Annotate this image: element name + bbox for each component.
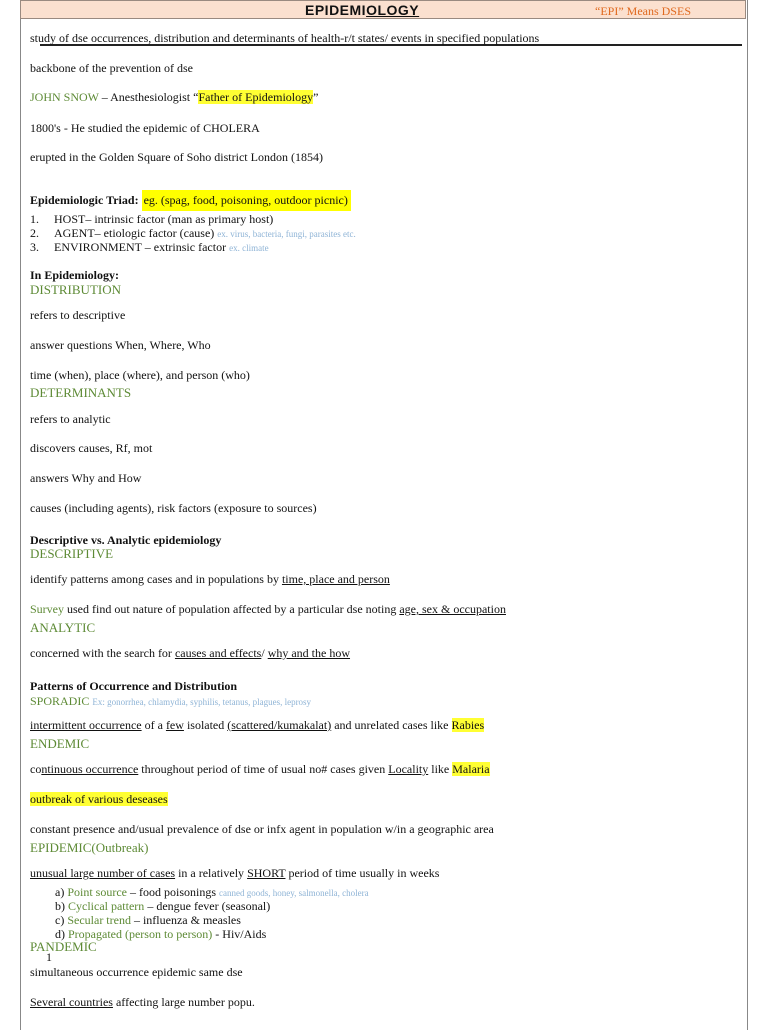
survey-line [30,602,506,616]
epidemic-line [30,866,439,880]
constant-line: constant presence and/usual prevalence of dse or infx agent in population w/in a geographic area [30,822,494,836]
triad-num: 1. [30,212,39,226]
item-term: Secular trend [67,913,131,927]
sporadic-t: of a [141,718,166,732]
triad-note: ex. virus, bacteria, fungi, parasites etc. [217,229,356,239]
identify-line [30,572,390,586]
epidemic-u: unusual large number of cases [30,866,176,880]
epidemic-u: SHORT [247,866,286,880]
endemic-line [30,762,490,776]
descriptive-label: DESCRIPTIVE [30,546,114,561]
sporadic-t: isolated [183,718,228,732]
item-text: – influenza & measles [130,913,241,927]
endemic-t: like [428,762,453,776]
outbreak-highlight: outbreak of various deseases [30,792,168,806]
backbone-line: backbone of the prevention of dse [30,61,193,75]
pandemic-label: PANDEMIC [30,939,97,954]
sporadic-note: Ex: gonorrhea, chlamydia, syphilis, tetanus, plagues, leprosy [92,697,312,707]
item-letter: c) [55,913,65,927]
triad-text: ENVIRONMENT – extrinsic factor [54,240,227,254]
identify-text: identify patterns among cases and in populations by [30,572,282,586]
title-part1: EPIDEMI [305,2,367,18]
pandemic-underlined: Several countries [30,995,113,1009]
concerned-underlined: why and the how [267,646,351,660]
survey-underlined: age, sex & occupation [399,602,506,616]
determinants-line: causes (including agents), risk factors (exposure to sources) [30,501,317,515]
endemic-label: ENDEMIC [30,736,90,751]
item-note: canned goods, honey, salmonella, cholera [219,888,369,898]
triad-text: AGENT– etiologic factor (cause) [54,226,215,240]
distribution-label: DISTRIBUTION [30,282,121,297]
epidemic-label: EPIDEMIC(Outbreak) [30,840,149,855]
patterns-heading: Patterns of Occurrence and Distribution [30,679,238,693]
survey-word: Survey [30,602,64,616]
epidemic-item-a [55,885,369,900]
distribution-line: refers to descriptive [30,308,126,322]
erupted-line: erupted in the Golden Square of Soho district London (1854) [30,150,323,164]
triad-item-2 [30,226,356,241]
desc-vs-heading: Descriptive vs. Analytic epidemiology [30,533,222,547]
concerned-sep: / [261,646,268,660]
distribution-line: time (when), place (where), and person (who) [30,368,250,382]
concerned-text: concerned with the search for [30,646,175,660]
triad-note: ex. climate [229,243,269,253]
item-letter: a) [55,885,65,899]
triad-item-3 [30,240,269,255]
page-header [20,0,746,19]
identify-underlined: time, place and person [281,572,390,586]
distribution-line: answer questions When, Where, Who [30,338,211,352]
page-number: 1 [46,950,52,964]
snow-role: – Anesthesiologist “ [98,90,199,104]
determinants-label: DETERMINANTS [30,385,132,400]
sporadic-t: and unrelated cases like [331,718,452,732]
epidemic-t: in a relatively [175,866,248,880]
snow-close: ” [313,90,319,104]
item-letter: d) [55,927,65,941]
triad-num: 3. [30,240,39,254]
determinants-line: refers to analytic [30,412,111,426]
title-part2: OLOGY [366,2,420,18]
item-term: Propagated (person to person) [68,927,213,941]
pandemic-line: simultaneous occurrence epidemic same dse [30,965,243,979]
survey-text: used find out nature of population affected by a particular dse noting [64,602,400,616]
endemic-u: Locality [388,762,429,776]
endemic-t: co [30,762,42,776]
determinants-line: answers Why and How [30,471,142,485]
item-letter: b) [55,899,65,913]
item-text: - Hiv/Aids [212,927,267,941]
item-term: Cyclical pattern [68,899,145,913]
pandemic-countries-line [30,995,255,1009]
endemic-t: throughout period of time of usual no# cases given [138,762,389,776]
snow-title: Father of Epidemiology [198,90,314,104]
triad-item-1 [30,212,273,226]
outbreak-line [30,792,168,806]
sporadic-highlight: Rabies [451,718,485,732]
sporadic-u: (scattered/kumakalat) [227,718,332,732]
analytic-label: ANALYTIC [30,620,96,635]
triad-text: HOST– intrinsic factor (man as primary host) [54,212,274,226]
sporadic-line [30,718,484,732]
concerned-underlined: causes and effects [174,646,262,660]
triad-heading: Epidemiologic Triad: [30,193,139,207]
triad-num: 2. [30,226,39,240]
epidemic-t: period of time usually in weeks [285,866,440,880]
epidemic-item-b [55,899,270,913]
john-snow-line [30,90,318,104]
header-note: “EPI” Means DSES [595,4,691,18]
cholera-line: 1800's - He studied the epidemic of CHOLERA [30,121,260,135]
concerned-line [30,646,350,660]
pandemic-text: affecting large number popu. [112,995,255,1009]
item-text: – food poisonings [127,885,220,899]
page-title [305,2,419,18]
sporadic-u: intermittent occurrence [30,718,142,732]
triad-example: eg. (spag, food, poisoning, outdoor picnic) [142,190,351,211]
endemic-u: ntinuous occurrence [41,762,139,776]
epidemic-item-c [55,913,241,927]
sporadic-header [30,694,311,709]
endemic-highlight: Malaria [452,762,490,776]
sporadic-label: SPORADIC [30,694,90,708]
in-epi-heading: In Epidemiology: [30,268,120,282]
triad-heading-line [30,193,351,207]
sporadic-u: few [165,718,184,732]
item-text: – dengue fever (seasonal) [144,899,271,913]
item-term: Point source [67,885,127,899]
snow-name: JOHN SNOW [30,90,99,104]
definition-line: study of dse occurrences, distribution and determinants of health-r/t states/ events in specified populations [30,31,540,45]
determinants-line: discovers causes, Rf, mot [30,441,153,455]
